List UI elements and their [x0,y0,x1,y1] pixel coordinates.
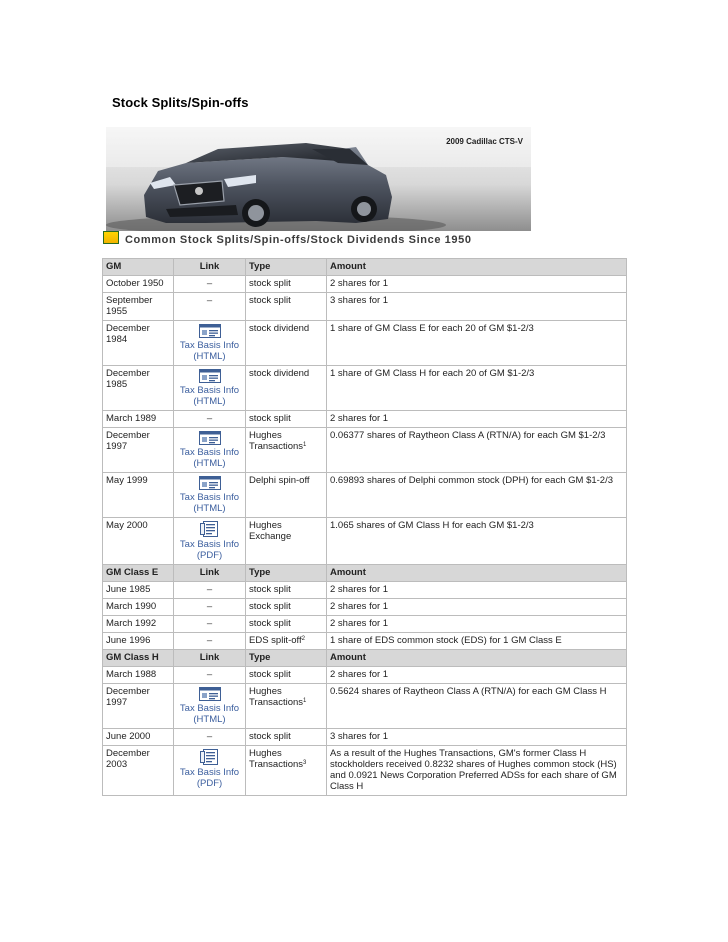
type-cell [246,518,327,565]
footnote-marker: 1 [303,442,307,448]
no-link-dash: – [206,669,213,680]
link-cell [174,473,246,518]
column-header-link: Link [174,650,246,667]
type-cell [246,428,327,473]
stock-splits-table [102,258,627,796]
tax-basis-info-link[interactable]: Tax Basis Info (HTML) [179,492,240,514]
type-text: stock dividend [249,368,310,379]
table-row [103,411,627,428]
type-text: EDS split-off [249,635,302,646]
type-text: Hughes Transactions [249,686,304,708]
type-text: stock split [249,295,291,306]
link-cell [174,582,246,599]
date-cell: May 2000 [103,518,174,565]
amount-cell: 2 shares for 1 [327,276,627,293]
link-cell [174,321,246,366]
link-cell [174,729,246,746]
amount-cell: 1 share of EDS common stock (EDS) for 1 GM Class E [327,633,627,650]
page-title: Stock Splits/Spin-offs [112,95,249,110]
section-heading-text: Common Stock Splits/Spin-offs/Stock Dividends Since 1950 [125,234,472,246]
amount-cell: 1 share of GM Class E for each 20 of GM $1-2/3 [327,321,627,366]
type-text: Delphi spin-off [249,475,310,486]
link-cell [174,616,246,633]
group-name: GM Class E [103,565,174,582]
type-cell [246,616,327,633]
column-header-link: Link [174,259,246,276]
type-text: stock split [249,618,291,629]
no-link-dash: – [206,278,213,289]
tax-basis-info-link[interactable]: Tax Basis Info (PDF) [179,539,240,561]
folder-icon [103,231,119,244]
amount-cell: 0.5624 shares of Raytheon Class A (RTN/A) for each GM Class H [327,684,627,729]
date-cell: December 1984 [103,321,174,366]
column-header-type: Type [246,650,327,667]
table-row [103,599,627,616]
type-cell [246,473,327,518]
date-cell: June 1985 [103,582,174,599]
html-doc-icon [199,431,221,445]
table-row [103,582,627,599]
amount-cell: 0.06377 shares of Raytheon Class A (RTN/A) for each GM $1-2/3 [327,428,627,473]
date-cell: December 1997 [103,684,174,729]
group-name: GM Class H [103,650,174,667]
banner-model-label: 2009 Cadillac CTS-V [446,137,523,146]
footnote-marker: 1 [303,698,307,704]
type-cell [246,684,327,729]
table-row [103,729,627,746]
amount-cell: 2 shares for 1 [327,582,627,599]
type-text: stock split [249,731,291,742]
date-cell: March 1989 [103,411,174,428]
group-header-row [103,565,627,582]
html-doc-icon [199,687,221,701]
section-heading [103,231,603,249]
date-cell: December 2003 [103,746,174,796]
group-name: GM [103,259,174,276]
html-doc-icon [199,324,221,338]
amount-cell: As a result of the Hughes Transactions, GM's former Class H stockholders received 0.8232 shares of Hughes common stock (HS) and 0.0921 News Corporation Preferred ADSs for each share of GM Class H [327,746,627,796]
type-cell [246,746,327,796]
group-header-row [103,259,627,276]
amount-cell: 2 shares for 1 [327,411,627,428]
table-row [103,428,627,473]
tax-basis-info-link[interactable]: Tax Basis Info (HTML) [179,385,240,407]
pdf-doc-icon [199,521,221,537]
type-text: Hughes Transactions [249,430,304,452]
link-cell [174,667,246,684]
column-header-amount: Amount [327,565,627,582]
amount-cell: 0.69893 shares of Delphi common stock (DPH) for each GM $1-2/3 [327,473,627,518]
type-cell [246,321,327,366]
no-link-dash: – [206,601,213,612]
amount-cell: 2 shares for 1 [327,667,627,684]
group-header-row [103,650,627,667]
type-cell [246,729,327,746]
tax-basis-info-link[interactable]: Tax Basis Info (HTML) [179,703,240,725]
column-header-type: Type [246,565,327,582]
type-text: Hughes Exchange [249,520,292,542]
type-cell [246,411,327,428]
car-banner-image [106,127,531,231]
table-row [103,293,627,321]
type-text: stock split [249,413,291,424]
footnote-marker: 3 [303,760,307,766]
link-cell [174,411,246,428]
footnote-marker: 2 [301,636,305,642]
type-text: stock split [249,584,291,595]
table-row [103,667,627,684]
link-cell [174,633,246,650]
tax-basis-info-link[interactable]: Tax Basis Info (HTML) [179,447,240,469]
amount-cell: 2 shares for 1 [327,599,627,616]
type-text: stock split [249,669,291,680]
table-row [103,276,627,293]
date-cell: March 1988 [103,667,174,684]
table-row [103,473,627,518]
type-cell [246,276,327,293]
type-cell [246,582,327,599]
link-cell [174,293,246,321]
amount-cell: 1.065 shares of GM Class H for each GM $1-2/3 [327,518,627,565]
type-cell [246,633,327,650]
amount-cell: 3 shares for 1 [327,293,627,321]
type-cell [246,667,327,684]
date-cell: October 1950 [103,276,174,293]
no-link-dash: – [206,413,213,424]
table-row [103,321,627,366]
no-link-dash: – [206,635,213,646]
amount-cell: 3 shares for 1 [327,729,627,746]
no-link-dash: – [206,295,213,306]
type-cell [246,599,327,616]
type-cell [246,293,327,321]
link-cell [174,599,246,616]
tax-basis-info-link[interactable]: Tax Basis Info (HTML) [179,340,240,362]
column-header-amount: Amount [327,259,627,276]
tax-basis-info-link[interactable]: Tax Basis Info (PDF) [179,767,240,789]
date-cell: May 1999 [103,473,174,518]
link-cell [174,428,246,473]
table-row [103,366,627,411]
date-cell: June 1996 [103,633,174,650]
link-cell [174,276,246,293]
type-cell [246,366,327,411]
no-link-dash: – [206,584,213,595]
date-cell: June 2000 [103,729,174,746]
table-row [103,633,627,650]
type-text: stock dividend [249,323,310,334]
date-cell: December 1997 [103,428,174,473]
pdf-doc-icon [199,749,221,765]
table-row [103,616,627,633]
link-cell [174,746,246,796]
date-cell: March 1990 [103,599,174,616]
date-cell: March 1992 [103,616,174,633]
html-doc-icon [199,476,221,490]
link-cell [174,518,246,565]
column-header-type: Type [246,259,327,276]
no-link-dash: – [206,731,213,742]
type-text: stock split [249,601,291,612]
type-text: stock split [249,278,291,289]
table-row [103,684,627,729]
column-header-amount: Amount [327,650,627,667]
table-row [103,746,627,796]
no-link-dash: – [206,618,213,629]
column-header-link: Link [174,565,246,582]
type-text: Hughes Transactions [249,748,304,770]
date-cell: December 1985 [103,366,174,411]
html-doc-icon [199,369,221,383]
link-cell [174,366,246,411]
amount-cell: 2 shares for 1 [327,616,627,633]
link-cell [174,684,246,729]
table-row [103,518,627,565]
date-cell: September 1955 [103,293,174,321]
amount-cell: 1 share of GM Class H for each 20 of GM $1-2/3 [327,366,627,411]
